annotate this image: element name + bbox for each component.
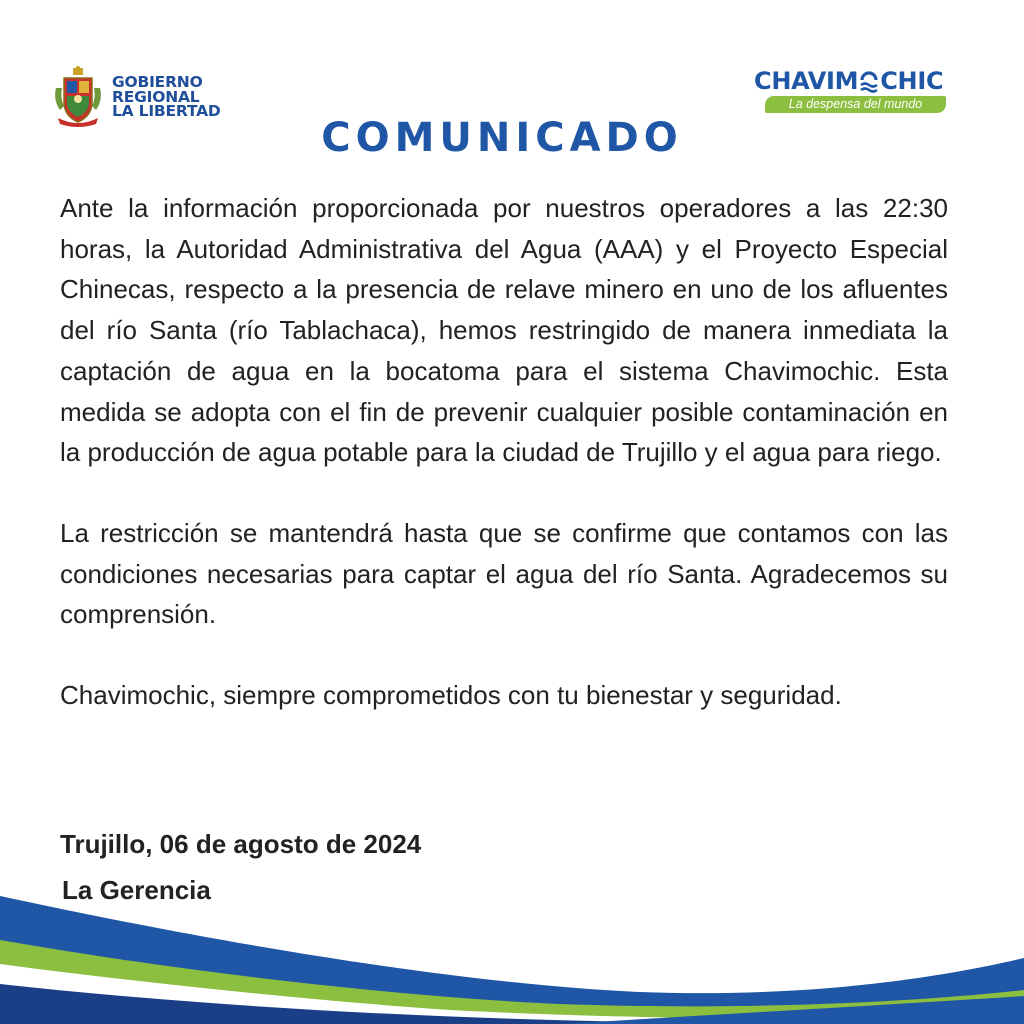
- communique-body: [60, 188, 948, 716]
- chavimochic-wordmark: [754, 66, 943, 96]
- chavimochic-logo: [754, 66, 954, 114]
- brand-name-right: CHIC: [880, 67, 944, 95]
- brand-name-left: CHAVIM: [754, 67, 859, 95]
- water-wave-icon: [859, 69, 879, 93]
- brand-tagline: La despensa del mundo: [765, 96, 946, 113]
- gov-line-3: LA LIBERTAD: [112, 102, 221, 121]
- date-line: Trujillo, 06 de agosto de 2024: [60, 829, 422, 859]
- gov-line-1: GOBIERNO: [112, 73, 203, 92]
- page-title: COMUNICADO: [321, 115, 683, 161]
- body-paragraph-3: Chavimochic, siempre comprometidos con tu bienestar y seguridad.: [60, 680, 842, 711]
- decorative-bottom-waves: [0, 880, 1024, 1024]
- gobierno-regional-wordmark: [112, 75, 221, 119]
- body-paragraph-1: Ante la información proporcionada por nuestros operadores a las 22:30 horas, la Autoridad Administrativa del Agua (AAA) y el Proyecto Especial Chinecas, respecto a la presencia de relave minero en uno de los afluentes del río Santa (río Tablachaca), hemos restringido de manera inmediata la captación de agua en la bocatoma para el sistema Chavimochic. Esta medida se adopta con el fin de prevenir cualquier posible contaminación en la producción de agua potable para la ciudad de Trujillo y el agua para riego.: [60, 193, 948, 468]
- signature-line: La Gerencia: [62, 875, 211, 905]
- gov-line-2: REGIONAL: [112, 87, 200, 106]
- body-paragraph-2: La restricción se mantendrá hasta que se confirme que contamos con las condiciones necesarias para captar el agua del río Santa. Agradecemos su comprensión.: [60, 517, 948, 630]
